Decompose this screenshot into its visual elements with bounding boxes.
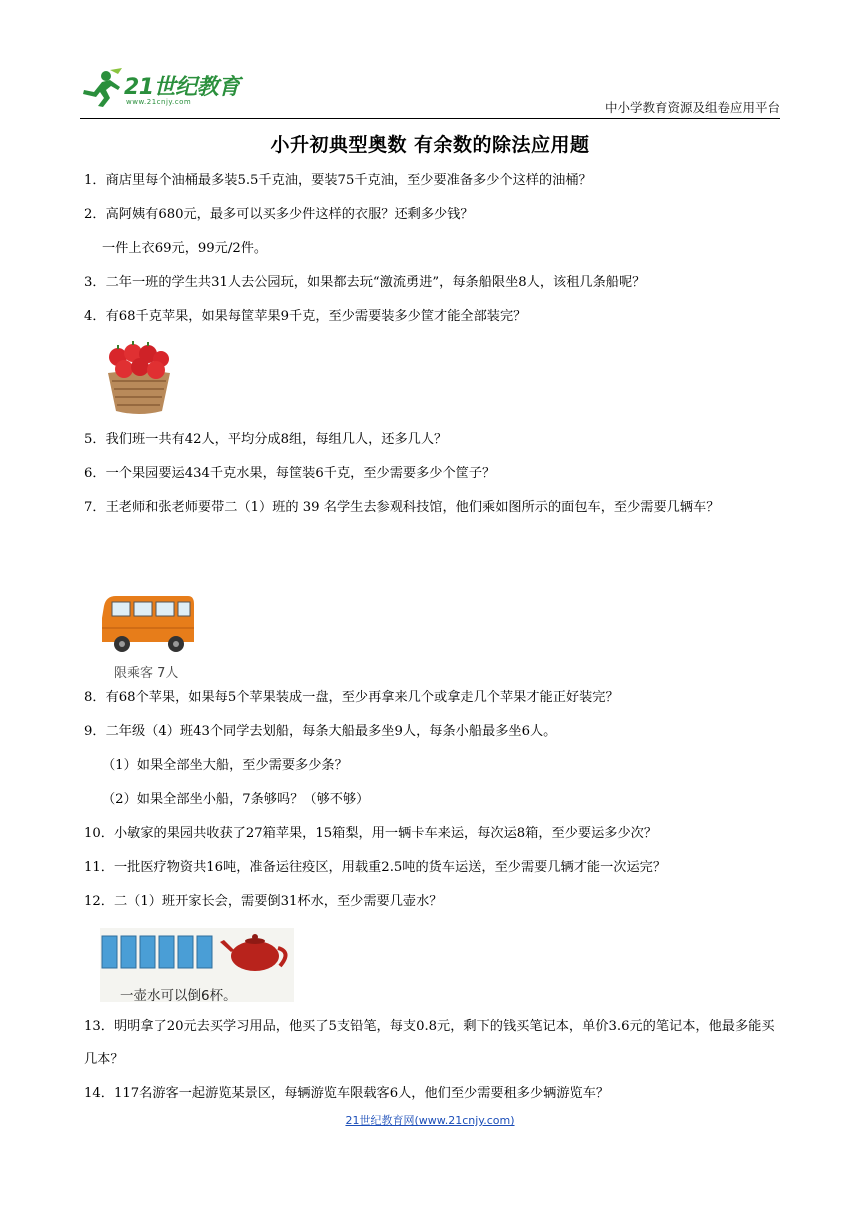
question-10: 10．小敏家的果园共收获了27箱苹果，15箱梨，用一辆卡车来运，每次运8箱，至少要运多少次？ bbox=[84, 826, 658, 841]
apple-basket-icon bbox=[102, 337, 176, 415]
page-title: 小升初典型奥数 有余数的除法应用题 bbox=[270, 134, 590, 156]
question-2-detail: 一件上衣69元，99元/2件。 bbox=[102, 241, 268, 256]
question-4: 4．有68千克苹果，如果每筐苹果9千克，至少需要装多少筐才能全部装完？ bbox=[84, 309, 527, 324]
question-6: 6．一个果园要运434千克水果，每筐装6千克，至少需要多少个筐子？ bbox=[84, 466, 496, 481]
question-9-part-2: （2）如果全部坐小船，7条够吗？（够不够） bbox=[102, 792, 370, 807]
page-header bbox=[80, 62, 780, 120]
teapot-caption: 一壶水可以倒6杯。 bbox=[120, 988, 237, 1004]
question-13: 13．明明拿了20元去买学习用品，他买了5支铅笔，每支0.8元，剩下的钱买笔记本，单价3.6元的笔记本，他最多能买几本？ bbox=[84, 1019, 775, 1067]
logo bbox=[80, 68, 250, 114]
runner-logo-icon bbox=[80, 68, 124, 108]
platform-label: 中小学教育资源及组卷应用平台 bbox=[604, 100, 780, 115]
van-caption: 限乘客 7人 bbox=[114, 666, 179, 681]
question-9: 9．二年级（4）班43个同学去划船，每条大船最多坐9人，每条小船最多坐6人。 bbox=[84, 724, 557, 739]
question-3: 3．二年一班的学生共31人去公园玩，如果都去玩“激流勇进”，每条船限坐8人，该租几条船呢？ bbox=[84, 275, 646, 290]
question-2: 2．高阿姨有680元，最多可以买多少件这样的衣服？还剩多少钱？ bbox=[84, 207, 474, 222]
question-9-part-1: （1）如果全部坐大船，至少需要多少条？ bbox=[102, 758, 348, 773]
header-divider bbox=[80, 118, 780, 119]
cups-teapot-icon bbox=[100, 928, 294, 974]
question-12: 12．二（1）班开家长会，需要倒31杯水，至少需要几壶水？ bbox=[84, 894, 443, 909]
teapot-figure bbox=[100, 928, 294, 1002]
logo-text: 21世纪教育 bbox=[124, 75, 240, 100]
question-11: 11．一批医疗物资共16吨，准备运往疫区，用载重2.5吨的货车运送，至少需要几辆才能一次运完？ bbox=[84, 860, 667, 875]
footer-link[interactable]: 21世纪教育网(www.21cnjy.com) bbox=[345, 1114, 515, 1127]
van-icon bbox=[100, 592, 196, 654]
van-figure bbox=[100, 592, 196, 682]
question-14: 14．117名游客一起游览某景区，每辆游览车限载客6人，他们至少需要租多少辆游览车？ bbox=[84, 1086, 610, 1101]
question-5: 5．我们班一共有42人，平均分成8组，每组几人，还多几人？ bbox=[84, 432, 448, 447]
question-7: 7．王老师和张老师要带二（1）班的 39 名学生去参观科技馆，他们乘如图所示的面包车，至少需要几辆车？ bbox=[84, 500, 720, 515]
question-8: 8．有68个苹果，如果每5个苹果装成一盘，至少再拿来几个或拿走几个苹果才能正好装完？ bbox=[84, 690, 619, 705]
question-1: 1．商店里每个油桶最多装5.5千克油，要装75千克油，至少要准备多少个这样的油桶？ bbox=[84, 173, 592, 188]
logo-url: www.21cnjy.com bbox=[126, 98, 192, 106]
